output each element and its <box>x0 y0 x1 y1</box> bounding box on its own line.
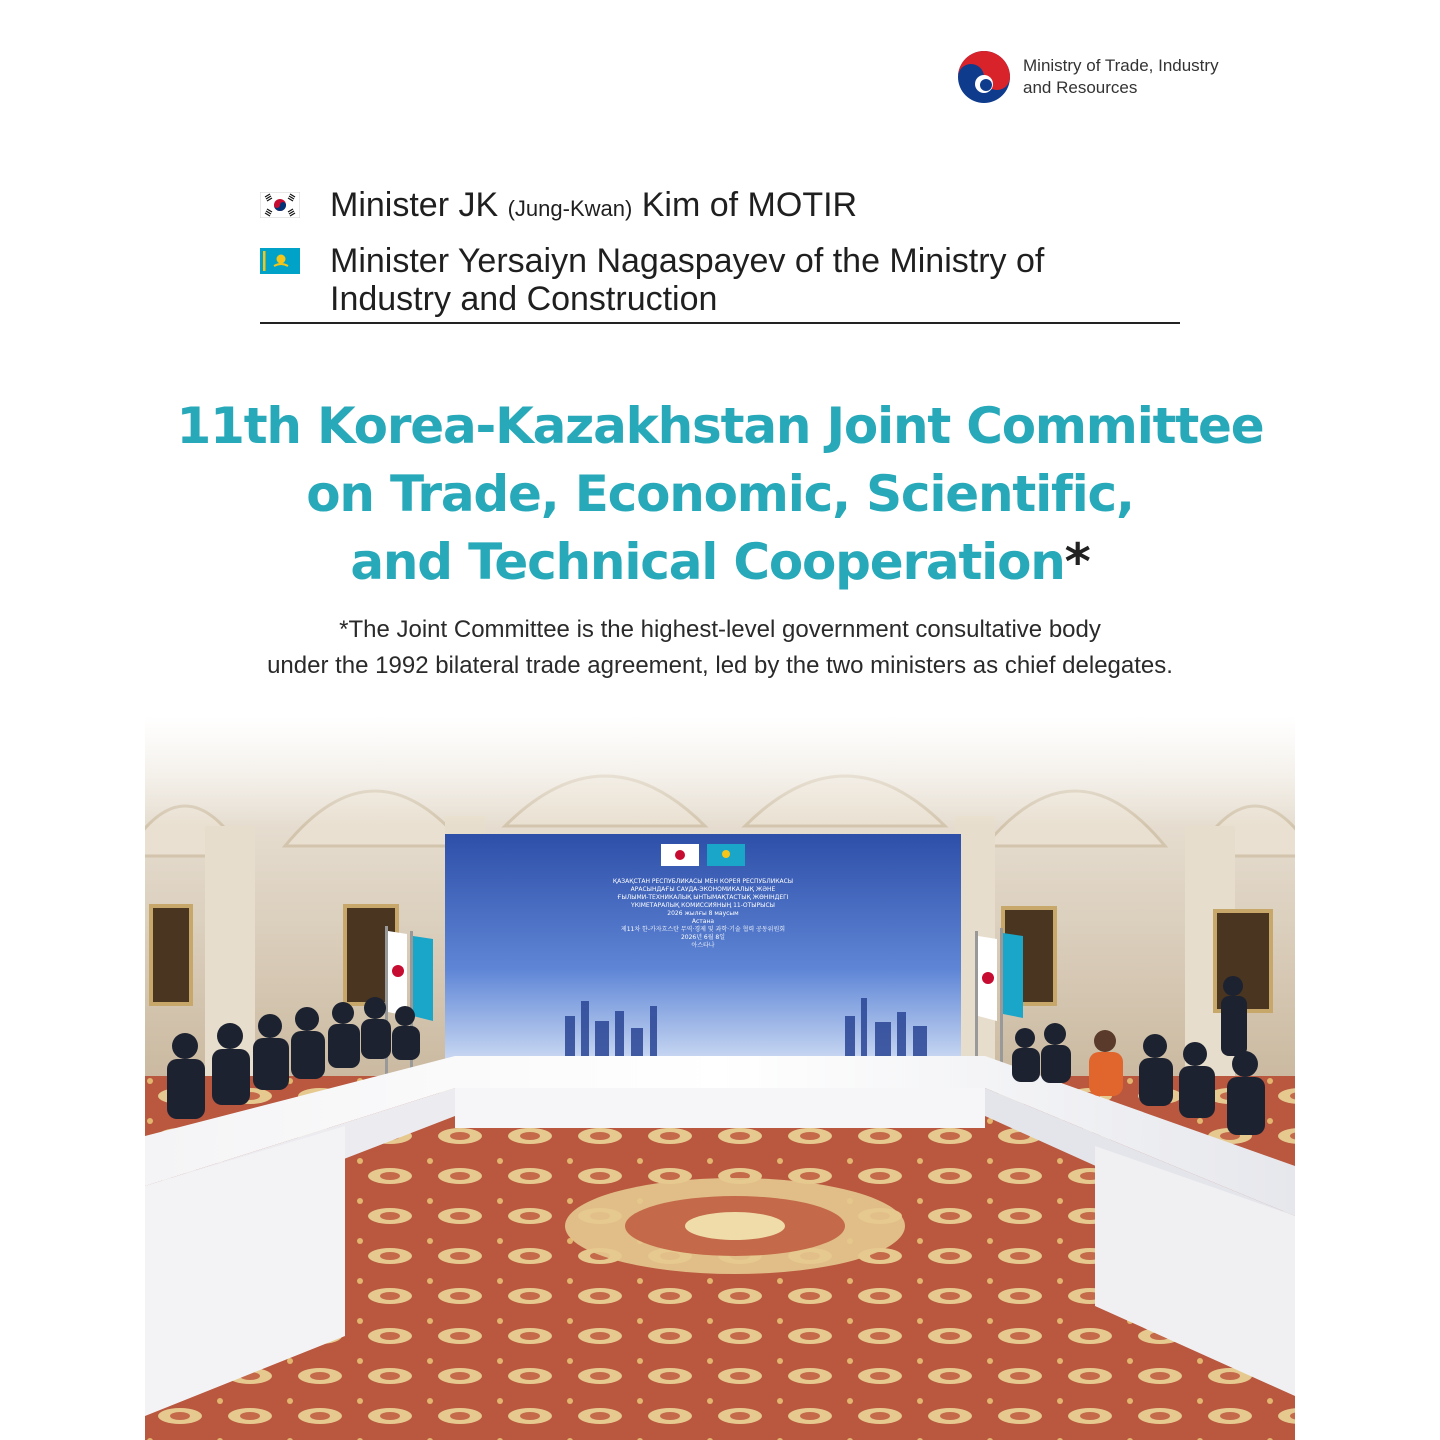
minister-korea-given-name: (Jung-Kwan) <box>507 196 633 221</box>
backdrop-line: 아스타나 <box>691 942 715 949</box>
minister-korea-name <box>330 186 857 228</box>
minister-kazakhstan <box>260 242 1180 318</box>
backdrop-line: ҮКІМЕТАРАЛЫҚ КОМИССИЯНЫҢ 11-ОТЫРЫСЫ <box>631 902 775 909</box>
ministry-name-line2: and Resources <box>1023 78 1138 97</box>
title-line3 <box>120 528 1320 596</box>
photo-top-fade <box>145 716 1295 826</box>
conference-backdrop <box>445 834 961 1060</box>
ministry-name-line1: Ministry of Trade, Industry <box>1023 56 1219 75</box>
footnote-line1: *The Joint Committee is the highest-level government consultative body <box>339 616 1101 643</box>
section-divider <box>260 322 1180 324</box>
kazakhstan-flag-icon <box>260 248 300 274</box>
title-line1: 11th Korea-Kazakhstan Joint Committee <box>176 397 1264 455</box>
korea-flag-icon <box>260 192 300 218</box>
backdrop-line: 2026년 6월 8일 <box>680 934 726 941</box>
backdrop-line: ҚАЗАҚСТАН РЕСПУБЛИКАСЫ МЕН КОРЕЯ РЕСПУБЛИКАСЫ <box>612 878 794 885</box>
minister-korea <box>260 186 1180 228</box>
minister-korea-prefix: Minister JK <box>330 186 508 224</box>
minister-kazakhstan-line2: Industry and Construction <box>330 280 718 318</box>
minister-kazakhstan-line1: Minister Yersaiyn Nagaspayev of the Ministry of <box>330 242 1045 280</box>
backdrop-kazakh-text <box>445 878 961 926</box>
ministry-logo <box>957 50 1219 104</box>
meeting-photo <box>145 716 1295 1440</box>
backdrop-line: Астана <box>691 918 715 925</box>
footnote-line2: under the 1992 bilateral trade agreement, led by the two ministers as chief delegates. <box>267 652 1173 679</box>
title-line2: on Trade, Economic, Scientific, <box>306 465 1134 523</box>
footnote <box>120 612 1320 684</box>
taegeuk-emblem-icon <box>957 50 1011 104</box>
backdrop-korean-text <box>445 926 961 950</box>
backdrop-line: 제11차 한-카자흐스탄 무역·경제 및 과학·기술 협력 공동위원회 <box>620 926 786 933</box>
minister-korea-suffix: Kim of MOTIR <box>632 186 858 224</box>
backdrop-flags-icon <box>653 844 753 866</box>
page-title <box>120 392 1320 596</box>
ministry-name <box>1023 55 1219 99</box>
backdrop-line: ҒЫЛЫМИ-ТЕХНИКАЛЫҚ ЫНТЫМАҚТАСТЫҚ ЖӨНІНДЕГІ <box>617 894 789 901</box>
title-line3-text: and Technical Cooperation <box>350 533 1065 591</box>
minister-kazakhstan-name <box>330 242 1044 318</box>
ministers-list <box>260 186 1180 332</box>
backdrop-line: АРАСЫНДАҒЫ САУДА-ЭКОНОМИКАЛЫҚ ЖӘНЕ <box>630 886 776 893</box>
backdrop-line: 2026 жылғы 8 маусым <box>667 910 739 917</box>
title-asterisk: * <box>1064 533 1090 591</box>
